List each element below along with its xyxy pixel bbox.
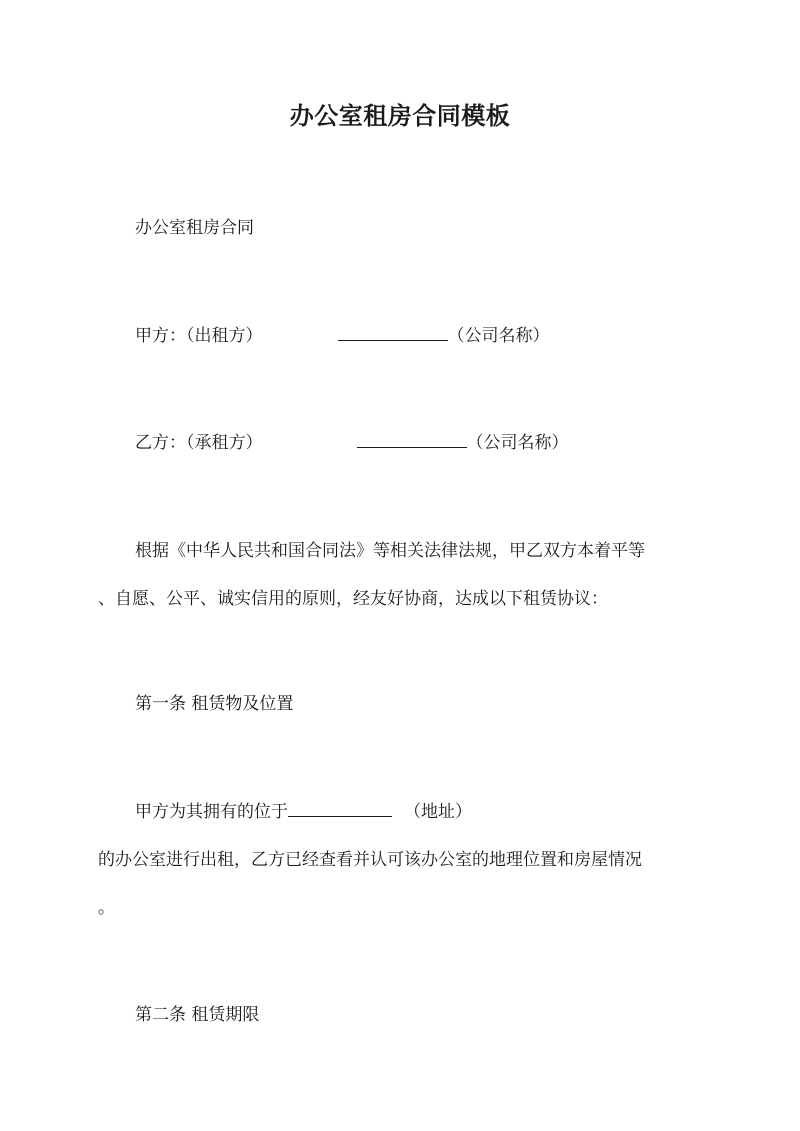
preamble-line-2: 、自愿、公平、诚实信用的原则，经友好协商，达成以下租赁协议： bbox=[98, 589, 608, 609]
party-a-label: 甲方：（出租方） bbox=[135, 326, 263, 346]
article-1-line-1 bbox=[135, 800, 472, 824]
party-a-row bbox=[135, 324, 550, 348]
party-b-name-blank bbox=[357, 431, 467, 448]
contract-subtitle: 办公室租房合同 bbox=[135, 218, 254, 238]
article-1-line-2: 的办公室进行出租，乙方已经查看并认可该办公室的地理位置和房屋情况 bbox=[98, 850, 642, 870]
party-b-suffix: （公司名称） bbox=[466, 433, 569, 453]
article-1-heading: 第一条 租赁物及位置 bbox=[135, 694, 294, 714]
article-2-heading: 第二条 租赁期限 bbox=[135, 1005, 260, 1025]
party-b-label: 乙方：（承租方） bbox=[135, 433, 263, 453]
article-1-line-3: 。 bbox=[98, 898, 115, 918]
address-blank bbox=[288, 800, 392, 817]
article-1-location-prefix: 甲方为其拥有的位于 bbox=[135, 802, 288, 822]
article-1-address-suffix: （地址） bbox=[404, 802, 472, 822]
preamble-line-1: 根据《中华人民共和国合同法》等相关法律法规，甲乙双方本着平等 bbox=[135, 541, 645, 561]
party-a-name-blank bbox=[338, 324, 448, 341]
party-a-suffix: （公司名称） bbox=[447, 326, 550, 346]
party-b-row bbox=[135, 431, 569, 455]
document-title: 办公室租房合同模板 bbox=[289, 101, 511, 130]
